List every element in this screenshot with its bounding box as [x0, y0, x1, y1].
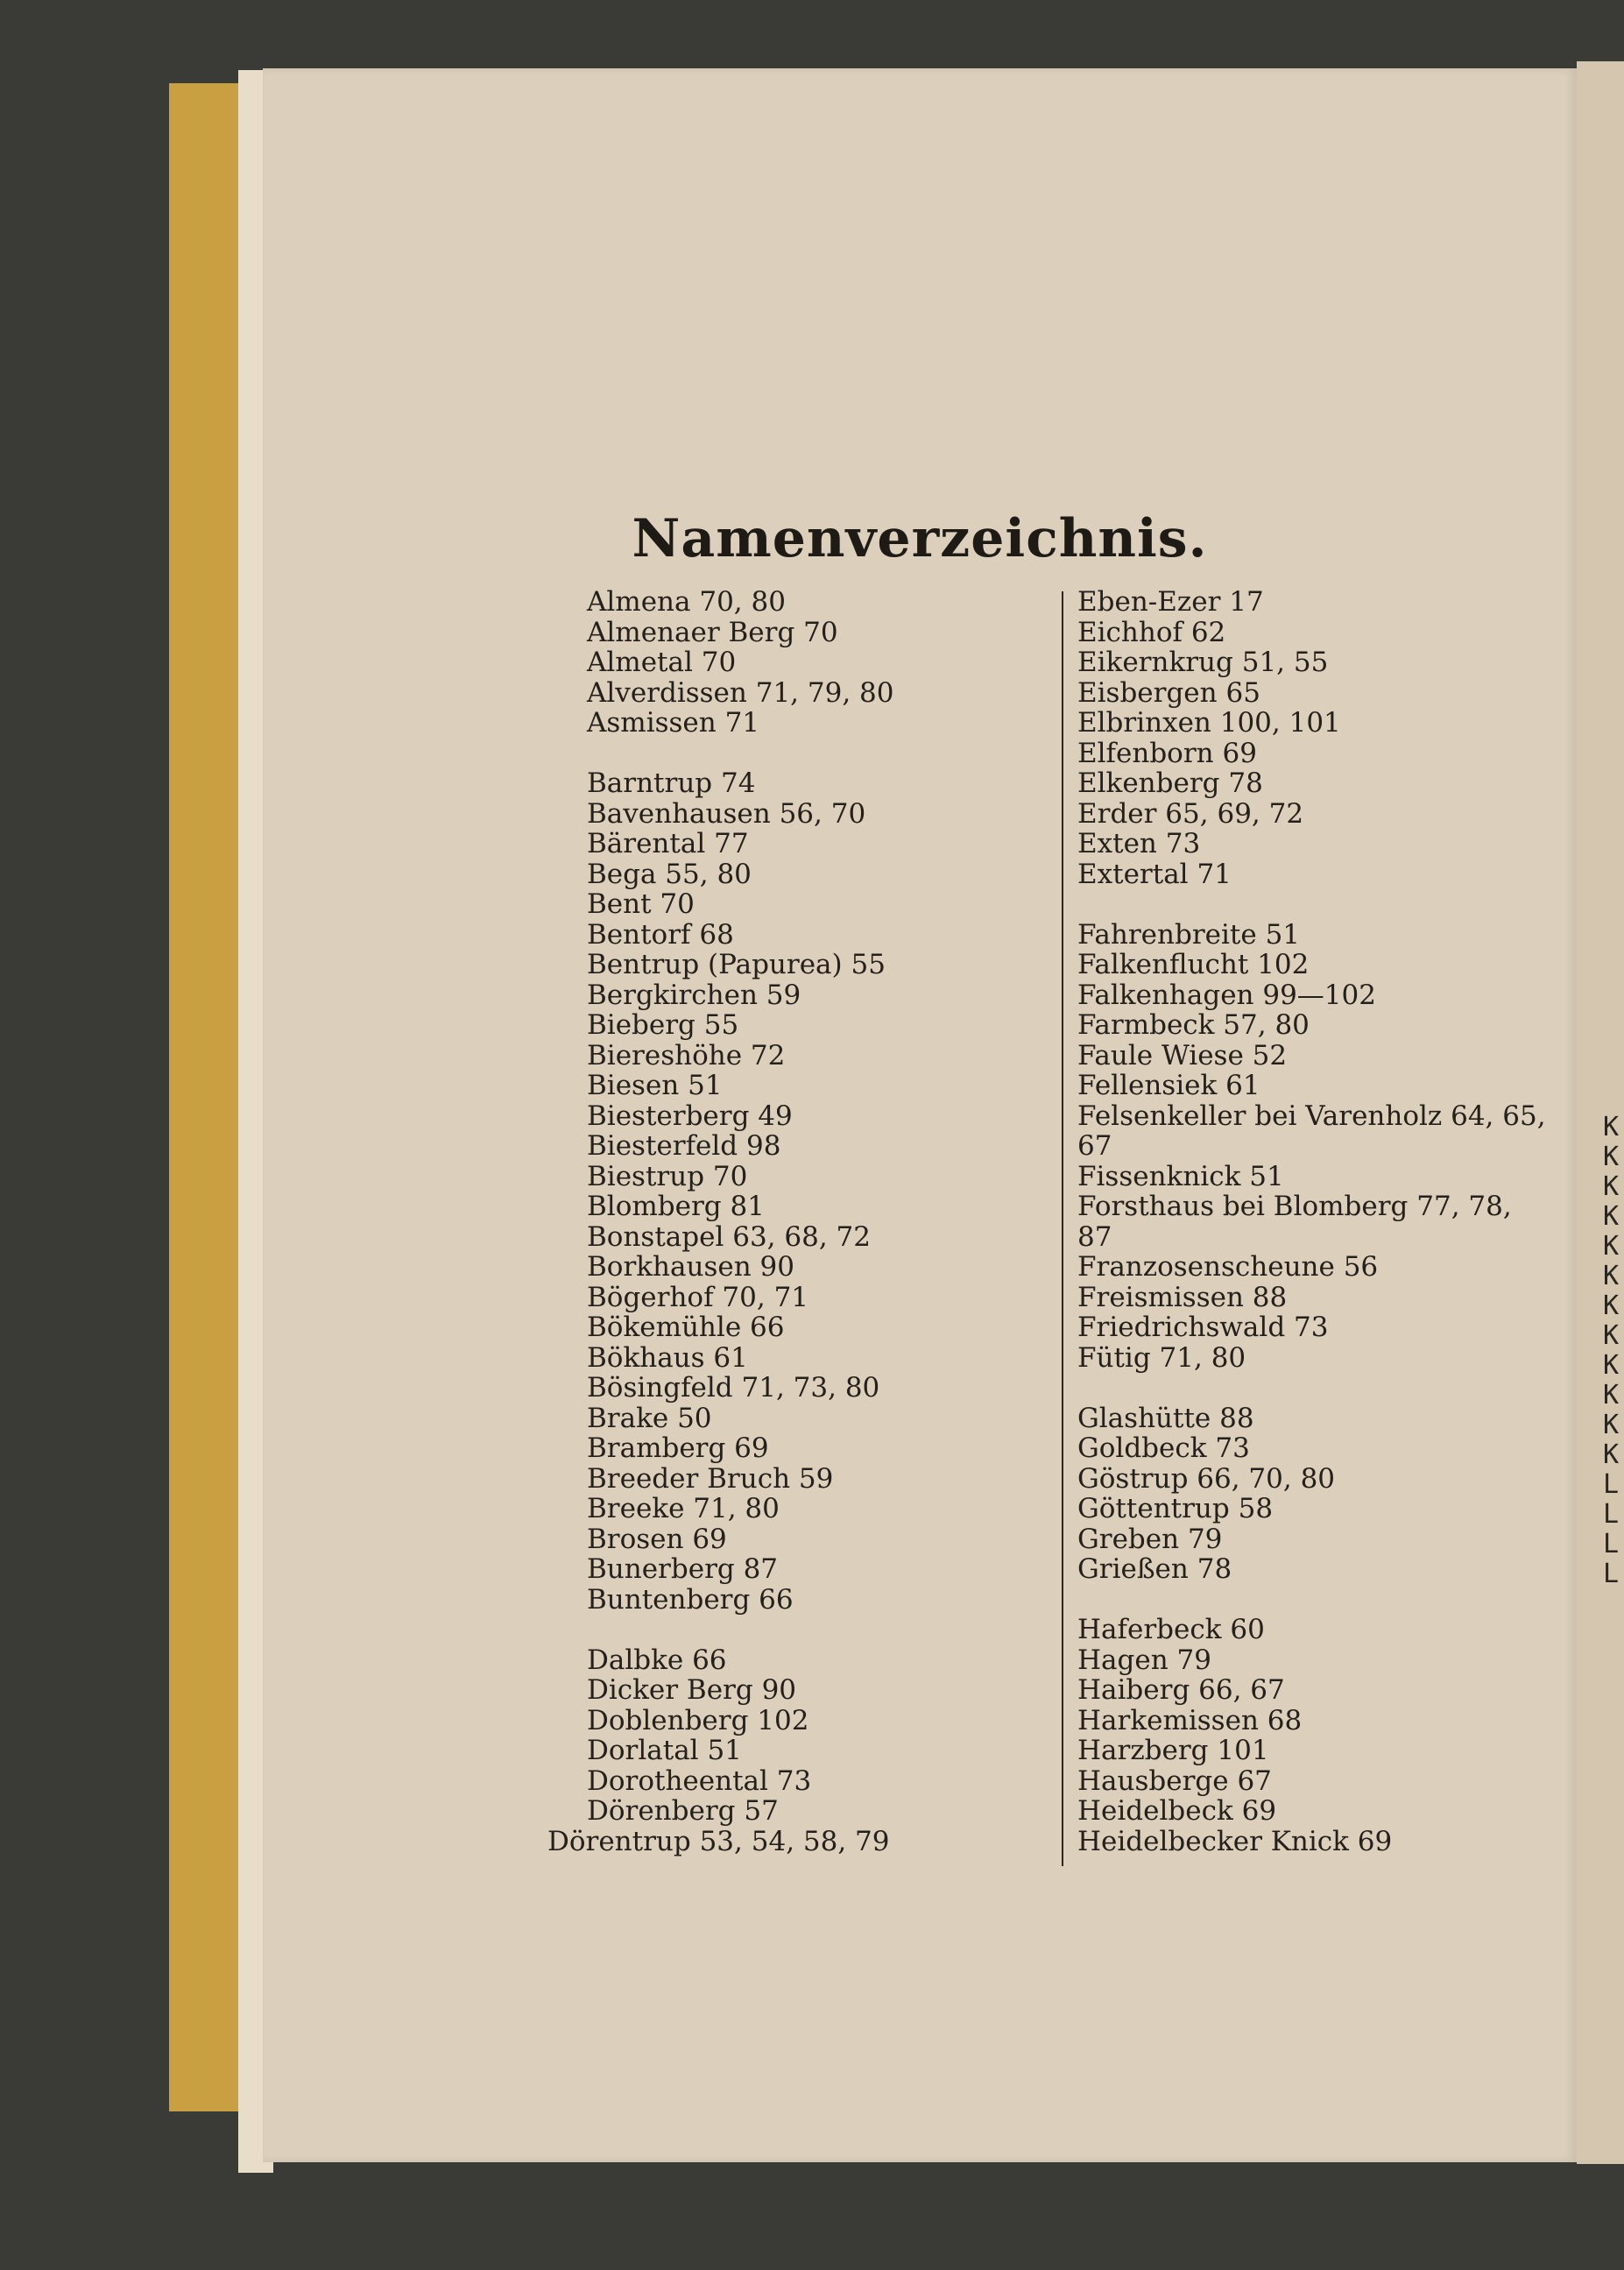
- index-entry: Doblenberg 102: [587, 1704, 809, 1736]
- next-page-initial: L: [1603, 1469, 1620, 1500]
- index-entry: Göttentrup 58: [1077, 1493, 1274, 1524]
- next-page-initial: K: [1603, 1171, 1620, 1202]
- index-gap: [1077, 1373, 1550, 1404]
- index-entry: Elkenberg 78: [1077, 767, 1263, 799]
- next-page-initial: L: [1603, 1499, 1620, 1530]
- next-page-initial: K: [1603, 1439, 1620, 1470]
- page-title: Namenverzeichnis.: [632, 508, 1208, 569]
- index-entry: Dicker Berg 90: [587, 1674, 797, 1706]
- index-entry: Falkenflucht 102: [1077, 949, 1310, 980]
- index-entry: Fahrenbreite 51: [1077, 918, 1301, 951]
- next-page-initial: K: [1603, 1291, 1620, 1321]
- index-entry: Biereshöhe 72: [587, 1039, 786, 1071]
- index-gap: [1077, 889, 1550, 920]
- index-entry: Grießen 78: [1077, 1553, 1232, 1585]
- index-entry: Forsthaus bei Blomberg 77, 78, 87: [1077, 1191, 1512, 1253]
- index-entry: Hausberge 67: [1077, 1764, 1272, 1797]
- index-entry: Blomberg 81: [587, 1191, 765, 1222]
- book-spine: [169, 83, 239, 2111]
- next-page-initial: L: [1603, 1559, 1620, 1589]
- next-page-initial: K: [1603, 1410, 1620, 1440]
- index-entry: Bonstapel 63, 68, 72: [587, 1220, 871, 1253]
- index-gap: [1077, 1585, 1550, 1616]
- index-entry: Erder 65, 69, 72: [1077, 797, 1304, 830]
- index-entry: Friedrichswald 73: [1077, 1312, 1329, 1343]
- index-entry: Elfenborn 69: [1077, 737, 1257, 769]
- index-entry: Fissenknick 51: [1077, 1160, 1284, 1192]
- index-entry: Biesen 51: [587, 1070, 723, 1101]
- index-entry: Bögerhof 70, 71: [587, 1281, 809, 1313]
- index-entry: Biesterfeld 98: [587, 1130, 781, 1162]
- index-entry: Dörentrup 53, 54, 58, 79: [547, 1825, 890, 1857]
- index-entry: Biesterberg 49: [587, 1100, 793, 1132]
- index-entry: Brosen 69: [587, 1523, 727, 1555]
- index-entry: Bega 55, 80: [587, 858, 752, 890]
- index-entry: Bärental 77: [587, 828, 749, 859]
- index-entry: Exten 73: [1077, 828, 1201, 859]
- index-entry: Farmbeck 57, 80: [1077, 1009, 1310, 1041]
- index-entry: Bunerberg 87: [587, 1553, 779, 1585]
- index-entry: Göstrup 66, 70, 80: [1077, 1462, 1336, 1495]
- next-page-initial: K: [1603, 1142, 1620, 1172]
- index-entry: Eben-Ezer 17: [1077, 586, 1264, 618]
- index-entry: Bergkirchen 59: [587, 979, 801, 1011]
- index-entry: Fellensiek 61: [1077, 1070, 1260, 1101]
- next-page-initial: K: [1603, 1112, 1620, 1142]
- index-entry: Dorlatal 51: [587, 1735, 742, 1766]
- index-entry: Elbrinxen 100, 101: [1077, 707, 1341, 739]
- next-page-initial: K: [1603, 1261, 1620, 1291]
- index-entry: Dörenberg 57: [587, 1795, 779, 1827]
- index-entry: Buntenberg 66: [587, 1583, 794, 1616]
- index-entry: Freismissen 88: [1077, 1281, 1288, 1313]
- next-page-initial: K: [1603, 1350, 1620, 1381]
- index-entry: Eikernkrug 51, 55: [1077, 647, 1329, 678]
- index-entry: Hagen 79: [1077, 1644, 1211, 1676]
- index-entry: Eichhof 62: [1077, 616, 1226, 648]
- index-gap: [587, 1615, 893, 1645]
- index-entry: Bramberg 69: [587, 1432, 769, 1464]
- index-entry: Alverdissen 71, 79, 80: [587, 676, 894, 709]
- index-entry: Eisbergen 65: [1077, 676, 1260, 709]
- index-entry: Extertal 71: [1077, 858, 1232, 890]
- index-column-right: [1077, 587, 1550, 1856]
- next-page-initial: K: [1603, 1320, 1620, 1351]
- index-entry: Breeke 71, 80: [587, 1493, 780, 1524]
- index-entry: Breeder Bruch 59: [587, 1462, 834, 1495]
- index-entry: Harzberg 101: [1077, 1735, 1269, 1766]
- column-divider: [1062, 591, 1063, 1866]
- index-entry: Bieberg 55: [587, 1009, 739, 1041]
- next-page-initial: L: [1603, 1529, 1620, 1559]
- index-entry: Faule Wiese 52: [1077, 1039, 1288, 1071]
- index-entry: Bökemühle 66: [587, 1312, 785, 1343]
- index-entry: Haiberg 66, 67: [1077, 1674, 1285, 1706]
- index-entry: Heidelbecker Knick 69: [1077, 1825, 1393, 1857]
- next-page-initials: [1603, 1113, 1624, 1589]
- index-entry: Franzosenscheune 56: [1077, 1251, 1379, 1283]
- index-entry: Bökhaus 61: [587, 1341, 748, 1374]
- index-entry: Biestrup 70: [587, 1160, 748, 1192]
- index-entry: Barntrup 74: [587, 767, 756, 799]
- next-page-initial: K: [1603, 1201, 1620, 1232]
- index-entry: Dalbke 66: [587, 1644, 727, 1676]
- index-entry: Asmissen 71: [587, 707, 760, 739]
- index-entry: Bentrup (Papurea) 55: [587, 949, 886, 980]
- index-entry: Almetal 70: [587, 647, 737, 678]
- index-entry: Harkemissen 68: [1077, 1704, 1303, 1736]
- index-gap: [587, 739, 893, 769]
- index-entry: Bent 70: [587, 888, 695, 920]
- index-entry: Bösingfeld 71, 73, 80: [587, 1372, 880, 1404]
- index-entry: Almenaer Berg 70: [587, 616, 838, 648]
- index-entry: Glashütte 88: [1077, 1402, 1254, 1434]
- index-entry: Greben 79: [1077, 1523, 1223, 1555]
- index-entry: Brake 50: [587, 1402, 712, 1434]
- index-entry: Bavenhausen 56, 70: [587, 797, 866, 830]
- index-entry: Goldbeck 73: [1077, 1432, 1250, 1464]
- index-entry: Felsenkeller bei Varenholz 64, 65, 67: [1077, 1100, 1546, 1162]
- index-entry: Almena 70, 80: [587, 586, 786, 618]
- index-column-left: [547, 586, 894, 1857]
- index-entry: Heidelbeck 69: [1077, 1795, 1277, 1827]
- index-entry: Haferbeck 60: [1077, 1614, 1265, 1645]
- index-entry: Fütig 71, 80: [1077, 1341, 1246, 1374]
- index-entry: Falkenhagen 99—102: [1077, 979, 1376, 1011]
- next-page-initial: K: [1603, 1380, 1620, 1411]
- index-entry: Bentorf 68: [587, 918, 734, 951]
- index-entry: Borkhausen 90: [587, 1251, 794, 1283]
- index-entry: Dorotheental 73: [587, 1764, 812, 1797]
- next-page-initial: K: [1603, 1231, 1620, 1262]
